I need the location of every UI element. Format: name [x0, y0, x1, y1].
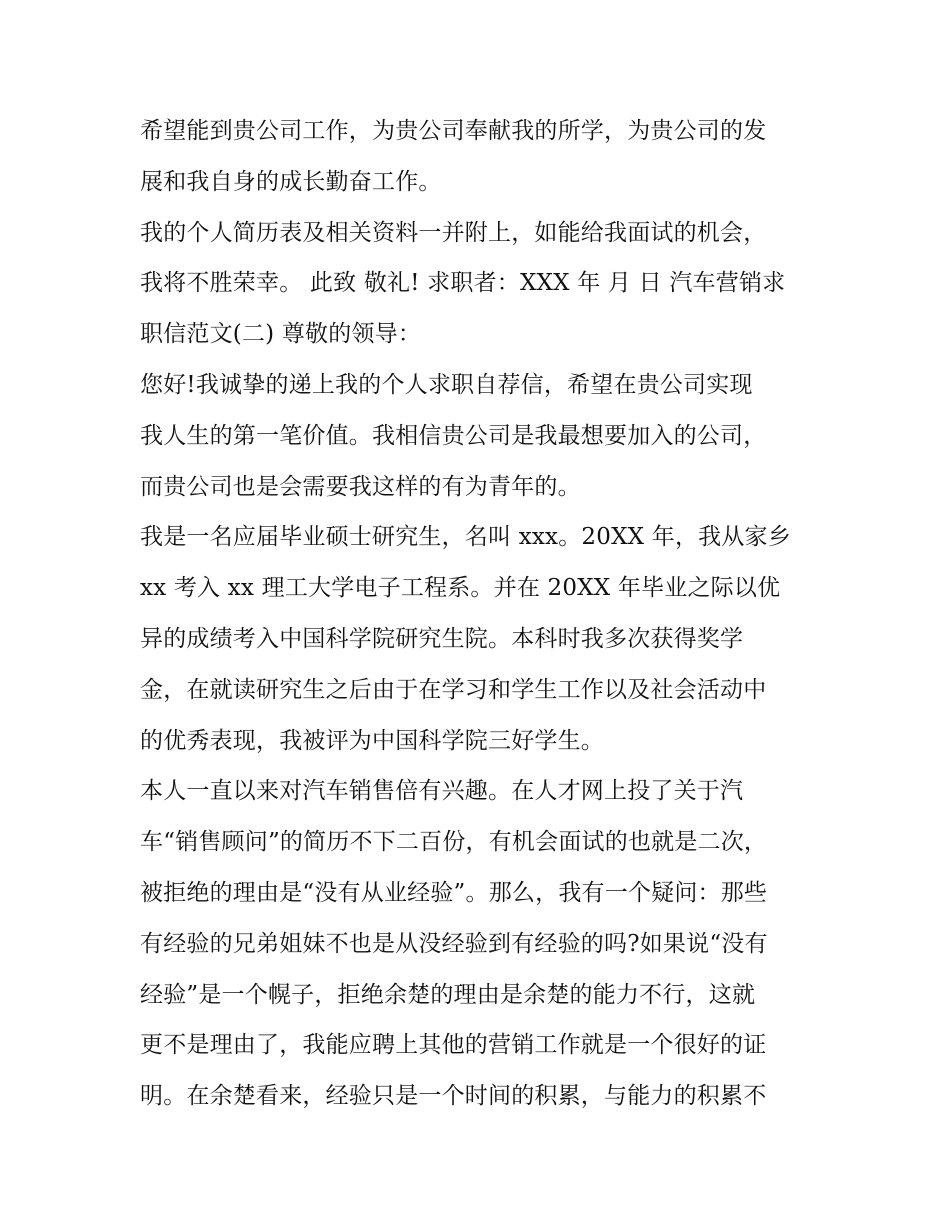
- text-line: 的优秀表现，我被评为中国科学院三好学生。: [140, 727, 604, 754]
- text-line: 有经验的兄弟姐妹不也是从没经验到有经验的吗?如果说“没有: [140, 930, 768, 957]
- text-line: 金，在就读研究生之后由于在学习和学生工作以及社会活动中: [140, 676, 767, 703]
- text-line: xx 考入 xx 理工大学电子工程系。并在 20XX 年毕业之际以优: [140, 575, 781, 602]
- text-line: 我人生的第一笔价值。我相信贵公司是我最想要加入的公司，: [140, 422, 767, 449]
- text-line: 明。在余楚看来，经验只是一个时间的积累，与能力的积累不: [140, 1083, 767, 1110]
- text-line: 我的个人简历表及相关资料一并附上，如能给我面试的机会，: [140, 219, 767, 246]
- text-line: 被拒绝的理由是“没有从业经验”。那么，我有一个疑问：那些: [140, 879, 768, 906]
- text-line: 更不是理由了，我能应聘上其他的营销工作就是一个很好的证: [140, 1032, 767, 1059]
- text-line: 展和我自身的成长勤奋工作。: [140, 168, 442, 195]
- text-line: 异的成绩考入中国科学院研究生院。本科时我多次获得奖学: [140, 625, 744, 652]
- text-line: 车“销售顾问”的简历不下二百份，有机会面试的也就是二次，: [140, 829, 768, 856]
- text-line: 我是一名应届毕业硕士研究生，名叫 xxx。20XX 年，我从家乡: [140, 524, 791, 551]
- text-line: 本人一直以来对汽车销售倍有兴趣。在人才网上投了关于汽: [140, 778, 744, 805]
- text-line: 我将不胜荣幸。 此致 敬礼! 求职者：XXX 年 月 日 汽车营销求: [140, 270, 786, 297]
- text-line: 您好!我诚挚的递上我的个人求职自荐信，希望在贵公司实现: [140, 371, 753, 398]
- text-line: 经验”是一个幌子，拒绝余楚的理由是余楚的能力不行，这就: [140, 981, 756, 1008]
- text-line: 职信范文(二) 尊敬的领导：: [140, 321, 422, 348]
- text-line: 希望能到贵公司工作，为贵公司奉献我的所学，为贵公司的发: [140, 118, 767, 144]
- letter-body: [140, 106, 820, 1122]
- text-line: 而贵公司也是会需要我这样的有为青年的。: [140, 473, 581, 500]
